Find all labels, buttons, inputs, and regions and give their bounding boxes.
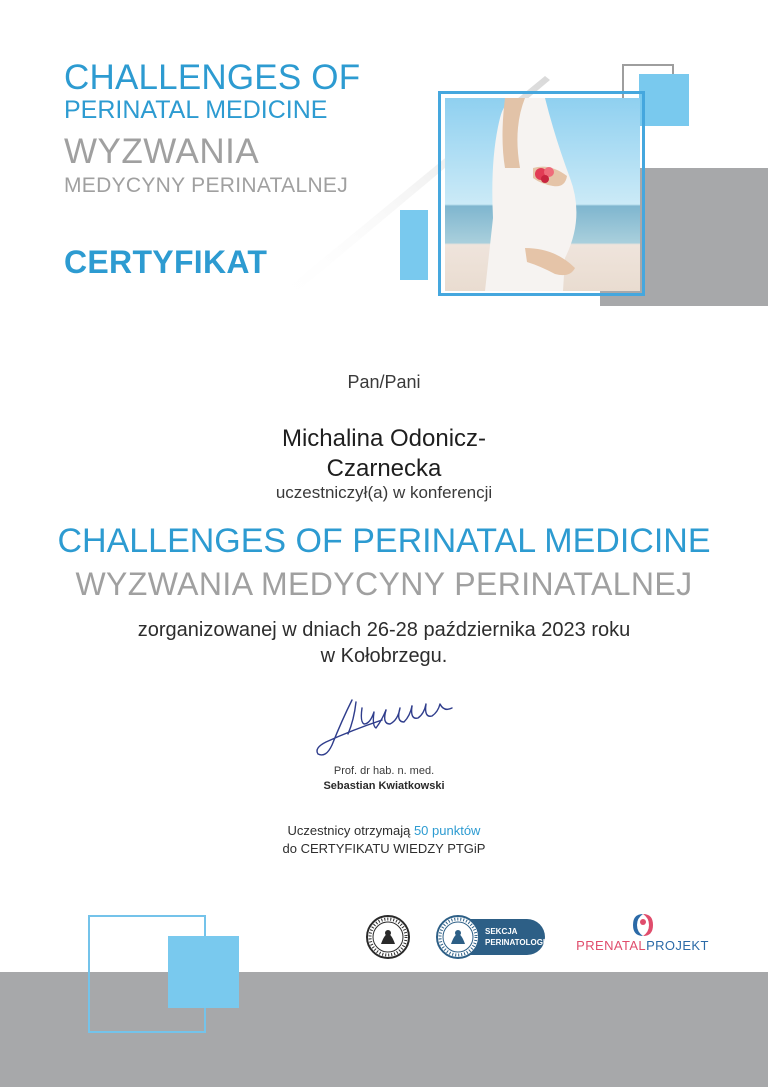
prenatal-wordmark: PRENATALPROJEKT: [576, 938, 709, 953]
recipient-name-line2: Czarnecka: [326, 455, 442, 482]
header-title-en-line1: CHALLENGES OF: [64, 58, 361, 97]
society-seal-logo: [365, 914, 411, 960]
recipient-name: [0, 424, 768, 484]
prenatal-mark-icon: [627, 910, 659, 940]
conference-title-en: CHALLENGES OF PERINATAL MEDICINE: [57, 522, 711, 560]
signatory-title: Prof. dr hab. n. med.: [333, 765, 435, 777]
organized-info: [0, 617, 768, 669]
header-title-pl-line1: WYZWANIA: [64, 132, 260, 171]
handwritten-signature: [312, 690, 462, 762]
certificate-heading: CERTYFIKAT: [64, 244, 268, 280]
points-prefix: Uczestnicy otrzymają: [287, 823, 414, 838]
points-info: [0, 822, 768, 858]
recipient-name-line1: Michalina Odonicz-: [281, 425, 487, 452]
header-title-pl-line2: MEDYCYNY PERINATALNEJ: [64, 174, 349, 197]
sekcja-line1: SEKCJA: [485, 927, 518, 936]
salutation: Pan/Pani: [347, 372, 421, 392]
sekcja-perinatologii-logo: [435, 914, 547, 960]
signatory-name: Sebastian Kwiatkowski: [323, 780, 445, 792]
organized-line2: w Kołobrzegu.: [320, 645, 448, 667]
decor-blue-bar: [400, 210, 428, 280]
photo-frame: [438, 91, 645, 296]
points-line1: [0, 822, 768, 840]
prenatal-projekt-logo: [575, 910, 710, 962]
conference-title-pl: WYZWANIA MEDYCYNY PERINATALNEJ: [75, 566, 693, 602]
points-line2: do CERTYFIKATU WIEDZY PTGiP: [282, 841, 486, 856]
organized-line1: zorganizowanej w dniach 26-28 października 2023 roku: [137, 619, 631, 641]
decor-blue-square-small: [639, 74, 689, 126]
header-title-en-line2: PERINATAL MEDICINE: [64, 96, 328, 124]
sekcja-line2: PERINATOLOGII: [485, 938, 547, 947]
decor-blue-square-bottom: [168, 936, 239, 1008]
points-highlight: 50 punktów: [413, 823, 481, 838]
participation-text: uczestniczył(a) w konferencji: [275, 483, 493, 502]
